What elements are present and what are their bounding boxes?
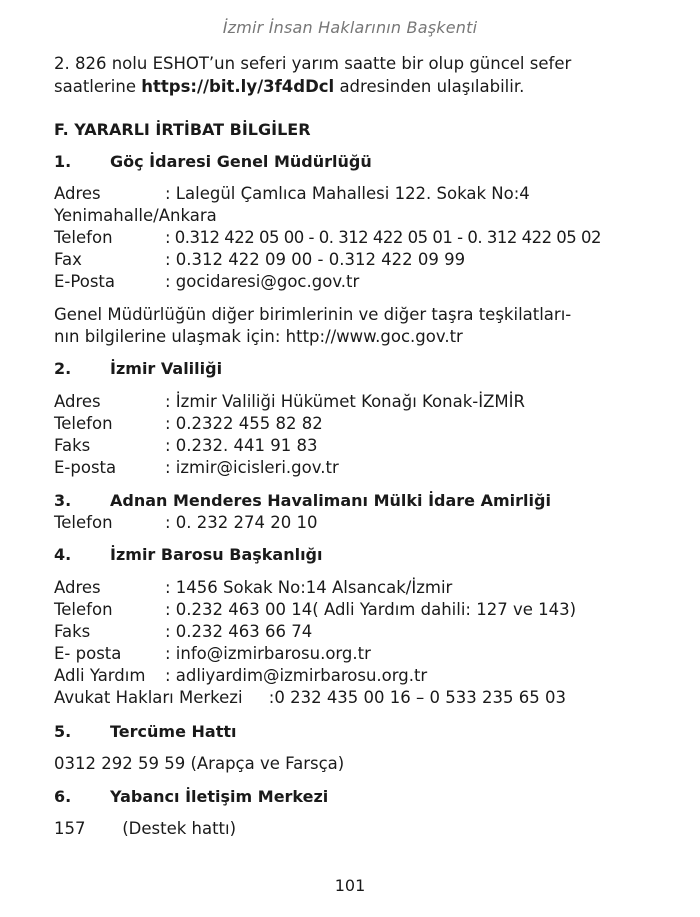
field-label: E- posta	[54, 644, 122, 663]
heading-title: İzmir Barosu Başkanlığı	[110, 545, 323, 564]
field-value: : 0. 232 274 20 10	[165, 513, 318, 532]
running-header: İzmir İnsan Haklarının Başkenti	[222, 18, 478, 37]
heading-number: 1.	[54, 152, 72, 171]
valilik-email-row	[54, 457, 339, 479]
field-value: : 0.232 463 00 14( Adli Yardım dahili: 127 ve 143)	[165, 600, 577, 619]
heading-title: Tercüme Hattı	[110, 722, 237, 741]
heading-izmir-valiligi	[54, 359, 222, 378]
note-line-1: Genel Müdürlüğün diğer birimlerinin ve diğer taşra teşkilatları-	[54, 305, 572, 324]
baro-avukat-haklari-row: Avukat Hakları Merkezi :0 232 435 00 16 – 0 533 235 65 03	[54, 688, 566, 707]
heading-havalimani	[54, 491, 551, 510]
valilik-address-row	[54, 391, 525, 413]
havalimani-phone-row	[54, 512, 318, 534]
field-label: Adli Yardım	[54, 666, 146, 685]
heading-goc-idaresi	[54, 152, 372, 171]
field-value: : İzmir Valiliği Hükümet Konağı Konak-İZMİR	[165, 392, 525, 411]
goc-phone-row	[54, 227, 601, 249]
field-label: Telefon	[54, 513, 113, 532]
heading-title: Göç İdaresi Genel Müdürlüğü	[110, 152, 372, 171]
field-label: Adres	[54, 184, 101, 203]
intro-line-2	[54, 75, 571, 98]
field-label: E-posta	[54, 458, 117, 477]
field-value[interactable]: : adliyardim@izmirbarosu.org.tr	[165, 666, 428, 685]
field-value: : 0.312 422 09 00 - 0.312 422 09 99	[165, 250, 466, 269]
goc-fax-row	[54, 249, 465, 271]
note-line-2: nın bilgilerine ulaşmak için: http://www.goc.gov.tr	[54, 327, 463, 346]
field-label: E-Posta	[54, 272, 116, 291]
heading-title: Yabancı İletişim Merkezi	[110, 787, 329, 806]
goc-address-cont: Yenimahalle/Ankara	[54, 206, 217, 225]
valilik-phone-row	[54, 413, 323, 435]
field-value[interactable]: : izmir@icisleri.gov.tr	[165, 458, 339, 477]
intro-paragraph	[54, 52, 571, 98]
baro-fax-row	[54, 621, 312, 643]
eshot-link[interactable]: https://bit.ly/3f4dDcl	[141, 77, 335, 96]
section-title: F. YARARLI İRTİBAT BİLGİLER	[54, 120, 311, 139]
intro-line-1: 2. 826 nolu ESHOT’un seferi yarım saatte bir olup güncel sefer	[54, 54, 572, 73]
goc-note	[54, 304, 571, 348]
heading-yabanci-iletisim	[54, 787, 328, 806]
valilik-fax-row	[54, 435, 318, 457]
field-value: : 0.232 463 66 74	[165, 622, 313, 641]
field-value[interactable]: : gocidaresi@goc.gov.tr	[165, 272, 360, 291]
field-label: Telefon	[54, 228, 113, 247]
field-value[interactable]: : info@izmirbarosu.org.tr	[165, 644, 371, 663]
heading-number: 3.	[54, 491, 72, 510]
heading-number: 5.	[54, 722, 72, 741]
heading-title: Adnan Menderes Havalimanı Mülki İdare Amirliği	[110, 491, 551, 510]
field-value: : 0.232. 441 91 83	[165, 436, 318, 455]
heading-tercume-hatti	[54, 722, 236, 741]
field-value: : 1456 Sokak No:14 Alsancak/İzmir	[165, 578, 453, 597]
field-label: Adres	[54, 392, 101, 411]
page-number: 101	[334, 876, 366, 895]
baro-address-row	[54, 577, 452, 599]
field-value: : 0.2322 455 82 82	[165, 414, 323, 433]
goc-address-row	[54, 183, 530, 205]
heading-title: İzmir Valiliği	[110, 359, 223, 378]
field-label: Faks	[54, 622, 91, 641]
field-label: Telefon	[54, 600, 113, 619]
field-label: Adres	[54, 578, 101, 597]
tercume-line: 0312 292 59 59 (Arapça ve Farsça)	[54, 754, 345, 773]
field-value: : Lalegül Çamlıca Mahallesi 122. Sokak No:4	[165, 184, 530, 203]
destek-hatti-line: 157 (Destek hattı)	[54, 819, 237, 838]
heading-number: 2.	[54, 359, 72, 378]
heading-number: 4.	[54, 545, 72, 564]
intro-text-end: adresinden ulaşılabilir.	[334, 77, 525, 96]
heading-number: 6.	[54, 787, 72, 806]
baro-phone-row	[54, 599, 576, 621]
field-label: Fax	[54, 250, 82, 269]
field-label: Faks	[54, 436, 91, 455]
baro-adli-yardim-row	[54, 665, 427, 687]
intro-text: saatlerine	[54, 77, 142, 96]
field-label: Telefon	[54, 414, 113, 433]
field-value: : 0.312 422 05 00 - 0. 312 422 05 01 - 0. 312 422 05 02	[165, 228, 602, 247]
baro-email-row	[54, 643, 371, 665]
heading-izmir-barosu	[54, 545, 323, 564]
goc-email-row	[54, 271, 359, 293]
